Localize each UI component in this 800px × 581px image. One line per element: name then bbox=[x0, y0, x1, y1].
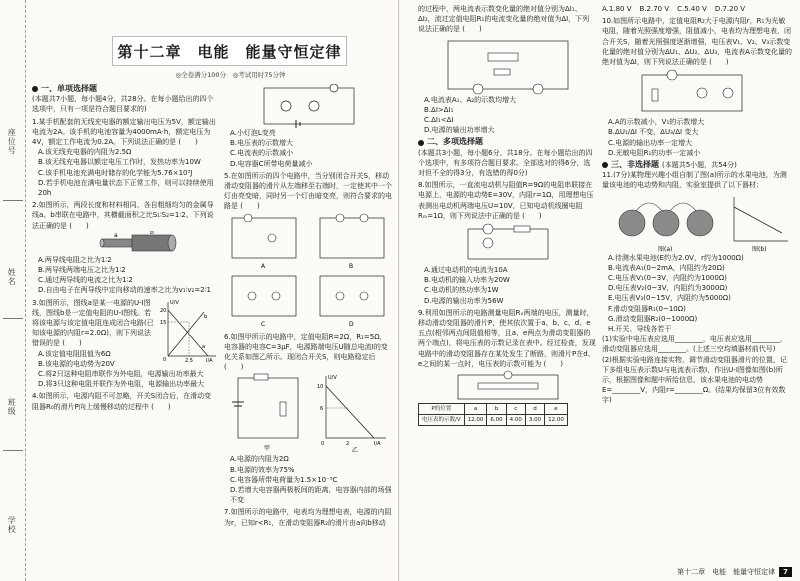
equipment-item: B.电流表A₁(0~2mA，内阻约为20Ω) bbox=[608, 263, 725, 272]
left-page bbox=[0, 0, 399, 581]
option-c: C.电源的输出功率一定增大 bbox=[608, 138, 693, 147]
x-axis-label: I/A bbox=[374, 441, 381, 448]
page-footer bbox=[677, 567, 792, 577]
equipment-item: F.滑动变阻器R₁(0~10Ω) bbox=[608, 304, 686, 313]
question-10: 10.如图所示电路中，定值电阻R₂大于电源内阻r，R₁为光敏电阻，随着光照强度增强，阻值减小，电表均为理想电表，闭合开关S，随着光照强度逐渐增强，电压表V₁、V₂、V₃示数变化量的绝对值分别为ΔU₁、ΔU₂、ΔU₃，电流表A示数变化量的绝对值为ΔI，则下列说法正确的是 ( ) A.A的示数减小，V₁的示数增大 B.ΔU₁/ΔI 不变，ΔU₃/ΔI 变大 C.电源的输出功率一定增大 D.光敏电阻R₁的功率一定减小 bbox=[602, 17, 792, 157]
option-a: A.1.80 V bbox=[602, 5, 632, 13]
option-d: D.自由电子在两导线中定向移动的速率之比为v₁∶v₂=2∶1 bbox=[38, 286, 211, 295]
header-cell: b bbox=[487, 404, 506, 415]
name-label: 姓名 bbox=[7, 268, 17, 286]
question-6: 6.如图甲所示的电路中，定值电阻R=2Ω，R₁=5Ω，电容器的电容C=3μF，电源路端电压U随总电流I的变化关系如图乙所示。现闭合开关S，则电路稳定后 ( ) 甲 U/V 10 6 0 2 I/A 乙 A.电源的内阻为2Ω B.电源的效率为75% C.电容器所带电荷量为1.5×10⁻⁵C D.若增大电容器两极板间的距离，电容器内部的场强不变 bbox=[224, 332, 392, 505]
option-c: C.该手机电池充满电时储存的化学能为5.76×10³J bbox=[38, 168, 193, 177]
tick-6: 6 bbox=[320, 406, 324, 413]
fig-yi: 乙 bbox=[352, 447, 359, 455]
option-b: B.ΔU₁/ΔI 不变，ΔU₃/ΔI 变大 bbox=[608, 128, 699, 137]
class-label: 班级 bbox=[7, 398, 17, 416]
option-a: A.电源的内阻为2Ω bbox=[230, 455, 289, 464]
option-b: B.两导线两端电压之比为1∶2 bbox=[38, 266, 126, 275]
equipment-item: C.电压表V₁(0~3V，内阻约为1000Ω) bbox=[608, 274, 727, 283]
option-b: B.电压表的示数增大 bbox=[230, 139, 294, 148]
option-d: D.光敏电阻R₁的功率一定减小 bbox=[608, 148, 701, 157]
question-3: 3.如图所示，图线a是某一电源的U-I图线，图线b是一定值电阻的U-I图线。若将该电源与该定值电阻连成闭合电路(已知该电源的内阻r=2.0Ω)，则下列说法错误的是 ( ) U/V 20 15 a b 0 2.5 I/A A.该定值电阻阻值为6Ω B.该电源的电动势为20V C.将2只这种电阻串联作为外电阻，电源输出功率最大 D.将3只这种电阻并联作为外电阻，电源输出功率最大 bbox=[32, 298, 218, 390]
option-b: B.该无线充电器以额定电压工作时，发热功率为10W bbox=[38, 158, 201, 167]
school-label: 学校 bbox=[7, 516, 17, 534]
option-d: D.电容器C所带电荷量减小 bbox=[230, 159, 313, 168]
section-heading: 一、单项选择题 bbox=[32, 84, 218, 94]
option-d: D.7.20 V bbox=[714, 5, 746, 13]
left-column bbox=[32, 84, 218, 414]
table-cell: 12.00 bbox=[464, 415, 487, 426]
table-cell: 6.00 bbox=[487, 415, 506, 426]
line-a-label: a bbox=[202, 343, 206, 350]
equipment-item: E.电压表V₃(0~15V，内阻约为5000Ω) bbox=[608, 294, 731, 303]
option-b: B.该电源的电动势为20V bbox=[38, 359, 115, 368]
fruit-battery-figures bbox=[602, 191, 792, 253]
header-cell: P的位置 bbox=[419, 404, 465, 415]
circuit-q10 bbox=[602, 67, 792, 117]
wire-figure bbox=[32, 231, 212, 255]
binding-margin bbox=[0, 0, 26, 581]
header-cell: c bbox=[506, 404, 525, 415]
header-cell: e bbox=[545, 404, 568, 415]
origin: 0 bbox=[163, 356, 167, 362]
circuit-q6 bbox=[224, 372, 392, 454]
option-c: C.通过两导线的电流之比为1∶2 bbox=[38, 276, 133, 285]
option-a: A.该无线充电器的内阻为2.5Ω bbox=[38, 148, 132, 157]
question-5: 5.在如图所示的四个电路中，当分别闭合开关S，移动滑动变阻器的滑片从左端移至右端时，一定使其中一个灯由亮变暗，同时另一个灯由暗变亮，则符合要求的电路是 ( ) A B C D bbox=[224, 171, 392, 328]
option-b: B.电动机的输入功率为20W bbox=[424, 276, 510, 285]
equipment-item: H.开关、导线各若干 bbox=[608, 325, 672, 334]
label-c: C bbox=[261, 320, 266, 328]
section-heading: 三、非选择题 (本题共5小题，共54分) bbox=[602, 160, 792, 170]
table-row bbox=[419, 415, 568, 426]
question-7: 的过程中，两电流表示数变化量的绝对值分别为ΔI₁、ΔI₂，流过定值电阻R₁的电流变化量的绝对值为ΔI，下列说法正确的是 ( ) A.电流表A₁、A₂的示数均增大 B.ΔI>ΔI₁ C.ΔI₁<ΔI D.电源的输出功率增大 bbox=[418, 4, 596, 135]
tick-2: 2 bbox=[346, 441, 350, 448]
section-description: (本题共7小题，每小题4分，共28分。在每小题给出的四个选项中，只有一项是符合题目要求的) bbox=[32, 95, 214, 114]
equipment-item: G.滑动变阻器R₂(0~1000Ω) bbox=[608, 314, 698, 323]
y-axis-label: U/V bbox=[170, 299, 179, 306]
option-d: D.将3只这种电阻并联作为外电阻，电源输出功率最大 bbox=[38, 380, 205, 389]
option-c: C.5.40 V bbox=[677, 5, 707, 13]
page-number: 7 bbox=[779, 567, 792, 577]
header-cell: a bbox=[464, 404, 487, 415]
circuit-q8 bbox=[418, 221, 596, 265]
middle-column bbox=[224, 84, 392, 530]
tick-15: 15 bbox=[160, 319, 167, 326]
voltage-table bbox=[418, 403, 568, 426]
chapter-title: 第十二章 电能 能量守恒定律 bbox=[112, 36, 347, 66]
section-heading: 二、多项选择题 bbox=[418, 137, 596, 147]
question-9: 9.利用如图所示的电路测量电阻Rₓ两端的电压，测量时，移动滑动变阻器的滑片P，使其依次置于a、b、c、d、e五点(相邻两点间阻值相等，且a、e两点为滑动变阻器的两个端点)，将电压表的示数记录在表中。经过检查，发现电路中的滑动变阻器存在某处发生了断路，则滑片P在d、e之间的某一点时，电压表的示数可能为 ( ) P的位置 a b c d e 电压表的示数/V 12.00 6.00 4.00 3.00 12.00 bbox=[418, 308, 596, 427]
option-c: C.将2只这种电阻串联作为外电阻，电源输出功率最大 bbox=[38, 370, 204, 379]
fig-a-caption: 图(a) bbox=[658, 245, 673, 253]
option-c: C.电动机的热功率为1W bbox=[424, 286, 499, 295]
wire-b-label: b bbox=[150, 230, 154, 236]
fig-b-caption: 图(b) bbox=[752, 245, 767, 253]
label-d: D bbox=[349, 320, 354, 328]
option-b: B.电源的效率为75% bbox=[230, 465, 295, 474]
table-cell: 电压表的示数/V bbox=[419, 415, 465, 426]
section-description: (本题共3小题，每小题6分，共18分。在每小题给出的四个选项中，有多项符合题目要求。全部选对的得6分，选对但不全的得3分，有选错的得0分) bbox=[418, 148, 593, 178]
table-cell: 12.00 bbox=[545, 415, 568, 426]
option-b: B.ΔI>ΔI₁ bbox=[424, 105, 454, 114]
label-b: B bbox=[349, 262, 354, 270]
wire-a-label: a bbox=[114, 231, 118, 239]
right-left-column bbox=[418, 4, 596, 428]
table-cell: 4.00 bbox=[506, 415, 525, 426]
tick-10: 10 bbox=[317, 384, 324, 391]
table-cell: 3.00 bbox=[525, 415, 544, 426]
y-axis-label: U/V bbox=[328, 375, 337, 382]
question-2: 2.如图所示，两段长度和材料相同、各自粗细均匀的金属导线a、b串联在电路中，其横截面积之比S₁∶S₂=1∶2。下列说法正确的是 ( ) a b A.两导线电阻之比为1∶2 B.两导线两端电压之比为1∶2 C.通过两导线的电流之比为1∶2 D.自由电子在两导线中定向移动的速率之比为v₁∶v₂=2∶1 bbox=[32, 200, 218, 295]
sub-question-1: (1)实验中电压表应选用________，电压表应选用________，滑动变阻器应选用________。(上述三空均填器材前代号) bbox=[602, 335, 787, 354]
x-axis-label: I/A bbox=[206, 357, 213, 362]
table-header-row bbox=[419, 404, 568, 415]
option-a: A.小灯泡L变亮 bbox=[230, 129, 276, 137]
equipment-item: D.电压表V₂(0~3V，内阻约为3000Ω) bbox=[608, 284, 728, 293]
option-a: A.通过电动机的电流为10A bbox=[424, 266, 508, 275]
right-page bbox=[400, 0, 800, 581]
option-d: D.电源的输出功率为56W bbox=[424, 296, 504, 305]
question-1: 1.某手机配套的无线充电器的额定输出电压为5V，额定输出电流为2A。该手机的电池容量为4000mA·h，额定电压为4V，额定工作电流为0.2A。下列说法正确的是 ( ) A.该无线充电器的内阻为2.5Ω B.该无线充电器以额定电压工作时，发热功率为10W C.该手机电池充满电时储存的化学能为5.76×10³J D.若手机电池在满电量状态下正常工作，则可以持续使用20h bbox=[32, 117, 218, 199]
option-a: A.A的示数减小，V₁的示数增大 bbox=[608, 118, 705, 127]
question-11: 11.(7分)某物理兴趣小组自制了图(a)所示的水果电池，为测量该电池的电动势和内阻，实验室提供了以下器材： 图(a) 图(b) A.待测水果电池(E约为2.0V，r约为1000Ω) B.电流表A₁(0~2mA，内阻约为20Ω) C.电压表V₁(0~3V，内阻约为1000Ω) D.电压表V₂(0~3V，内阻约为3000Ω) E.电压表V₃(0~15V，内阻约为5000Ω) F.滑动变阻器R₁(0~10Ω) G.滑动变阻器R₂(0~1000Ω) H.开关、导线各若干 (1)实验中电压表应选用________，电压表应选用________，滑动变阻器应选用________。(上述三空均填器材前代号) (2)根据实验电路连接实物，调节滑动变阻器滑片的位置，记下多组电压表示数U与电流表示数I，作出U-I图像如图(b)所示，根据图像和题中所给信息，该水果电池的电动势E=________V，内阻r=________Ω。(结果均保留3位有效数字) bbox=[602, 170, 792, 405]
question-4-options bbox=[224, 128, 392, 169]
question-8: 8.如图所示，一直流电动机与阻值R=9Ω的电阻串联接在电源上，电源的电动势E=30V，内阻r=1Ω，用理想电压表测出电动机两端电压U=10V，已知电动机线圈电阻Rₘ=1Ω，则下列说法中正确的是 ( ) A.通过电动机的电流为10A B.电动机的输入功率为20W C.电动机的热功率为1W D.电源的输出功率为56W bbox=[418, 180, 596, 306]
option-b: B.2.70 V bbox=[639, 5, 670, 13]
label-a: A bbox=[261, 262, 266, 270]
option-a: A.该定值电阻阻值为6Ω bbox=[38, 349, 111, 358]
option-d: D.电源的输出功率增大 bbox=[424, 126, 495, 135]
right-right-column bbox=[602, 4, 792, 408]
circuit-q4 bbox=[224, 84, 392, 128]
question-4: 4.如图所示，电源内阻不可忽略，开关S闭合后，在滑动变阻器R₀的滑片P向上缓慢移动的过程中 ( ) bbox=[32, 392, 212, 411]
exam-info: ◎全卷满分100分 ◎考试用时75分钟 bbox=[175, 71, 286, 79]
sub-question-2: (2)根据实验电路连接实物，调节滑动变阻器滑片的位置，记下多组电压表示数U与电流表示数I，作出U-I图像如图(b)所示，根据图像和题中所给信息，该水果电池的电动势E=________V，内阻r=________Ω。(结果均保留3位有效数字) bbox=[602, 355, 787, 405]
circuit-q9 bbox=[418, 369, 596, 403]
question-9-options bbox=[602, 4, 792, 14]
footer-chapter: 第十二章 电能 能量守恒定律 bbox=[677, 567, 776, 576]
line-b-label: b bbox=[204, 313, 208, 320]
option-a: A.电流表A₁、A₂的示数均增大 bbox=[424, 95, 517, 104]
option-a: A.两导线电阻之比为1∶2 bbox=[38, 255, 112, 264]
equipment-item: A.待测水果电池(E约为2.0V，r约为1000Ω) bbox=[608, 253, 744, 262]
seat-number-label: 座位号 bbox=[7, 128, 17, 155]
origin: 0 bbox=[321, 441, 325, 448]
tick-20: 20 bbox=[160, 307, 167, 314]
option-d: D.若增大电容器两极板间的距离，电容器内部的场强不变 bbox=[230, 486, 392, 505]
option-c: C.电流表的示数减小 bbox=[230, 149, 294, 158]
ui-graph bbox=[160, 298, 218, 362]
tick-2-5: 2.5 bbox=[185, 357, 193, 362]
circuits-q5 bbox=[224, 212, 392, 330]
fig-jia: 甲 bbox=[264, 445, 271, 453]
header-cell: d bbox=[525, 404, 544, 415]
option-c: C.ΔI₁<ΔI bbox=[424, 116, 454, 125]
question-7-start: 7.如图所示的电路中，电表均为理想电表，电源的内阻为r，已知r<R₁，在滑动变阻器R₂的滑片由a向b移动 bbox=[224, 508, 392, 527]
option-d: D.若手机电池在满电量状态下正常工作，则可以持续使用20h bbox=[38, 178, 214, 198]
option-c: C.电容器所带电荷量为1.5×10⁻⁵C bbox=[230, 475, 338, 484]
circuit-q7 bbox=[418, 35, 596, 95]
